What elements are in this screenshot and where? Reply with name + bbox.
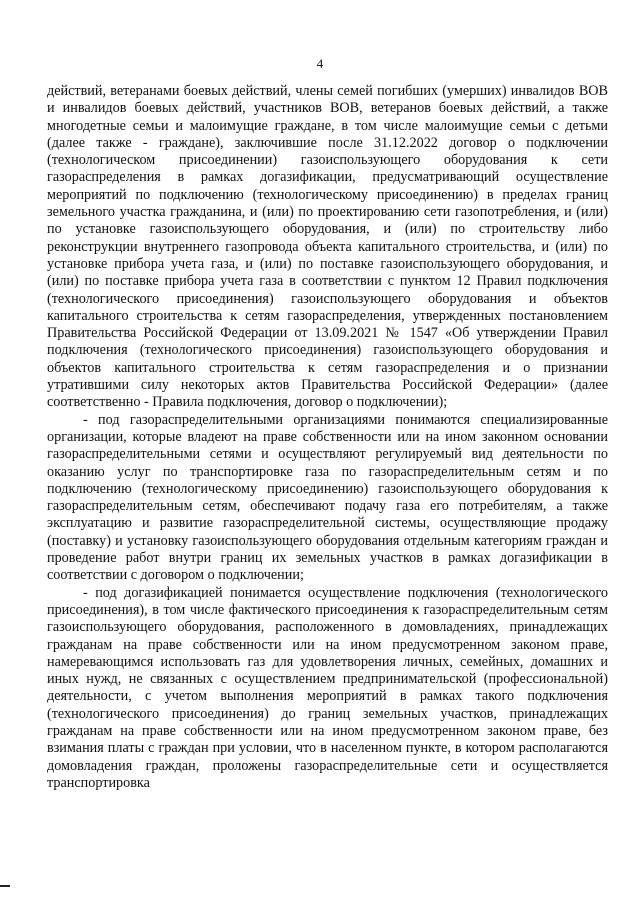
page-number: 4 <box>316 56 324 71</box>
paragraph-beneficiaries-continuation: действий, ветеранами боевых действий, члены семей погибших (умерших) инвалидов ВОВ и инвалидов боевых действий, участников ВОВ, ветеранов боевых действий, а также многодетные семьи и малоимущие граждане, в том числе малоимущие семьи с детьми (далее также - граждане), заключившие после 31.12.2022 договор о подключении (технологическом присоединении) газоиспользующего оборудования к сети газораспределения в рамках догазификации, предусматривающий осуществление мероприятий по подключению (технологическому присоединению) в пределах границ земельного участка гражданина, и (или) по проектированию сети газопотребления, и (или) по установке газоиспользующего оборудования, и (или) по строительству либо реконструкции внутреннего газопровода объекта капитального строительства, и (или) по установке прибора учета газа, и (или) по поставке газоиспользующего оборудования, и (или) по поставке прибора учета газа в соответствии с пунктом 12 Правил подключения (технологического присоединения) газоиспользующего оборудования и объектов капитального строительства к сетям газораспределения, утвержденных постановлением Правительства Российской Федерации от 13.09.2021 № 1547 «Об утверждении Правил подключения (технологического присоединения) газоиспользующего оборудования и объектов капитального строительства к сетям газораспределения и о признании утратившими силу некоторых актов Правительства Российской Федерации» (далее соответственно - Правила подключения, договор о подключении); <box>47 83 608 411</box>
body-text <box>47 83 608 792</box>
paragraph-additional-gasification: - под догазификацией понимается осуществление подключения (технологического присоединения), в том числе фактического присоединения к газораспределительным сетям газоиспользующего оборудования, расположенного в домовладениях, принадлежащих гражданам на праве собственности или на ином предусмотренном законом праве, намеревающимся использовать газ для удовлетворения личных, семейных, домашних и иных нужд, не связанных с осуществлением предпринимательской (профессиональной) деятельности, с учетом выполнения мероприятий в рамках такого подключения (технологического присоединения) до границ земельных участков, принадлежащих гражданам на праве собственности или на ином предусмотренном законом праве, без взимания платы с граждан при условии, что в населенном пункте, в котором располагаются домовладения граждан, проложены газораспределительные сети и осуществляется транспортировка <box>47 584 608 791</box>
paragraph-gas-distribution-organizations: - под газораспределительными организациями понимаются специализированные организации, которые владеют на праве собственности или на ином законном основании газораспределительными сетями и осуществляют регулируемый вид деятельности по оказанию услуг по транспортировке газа по газораспределительным сетям и по подключению (технологическому присоединению) газоиспользующего оборудования к газораспределительным сетям, обеспечивают подачу газа его потребителям, а также эксплуатацию и развитие газораспределительной системы, осуществляющие продажу (поставку) и установку газоиспользующего оборудования отдельным категориям граждан и проведение работ внутри границ их земельных участков в рамках догазификации в соответствии с договором о подключении; <box>47 411 608 584</box>
scan-edge-mark <box>0 885 10 887</box>
